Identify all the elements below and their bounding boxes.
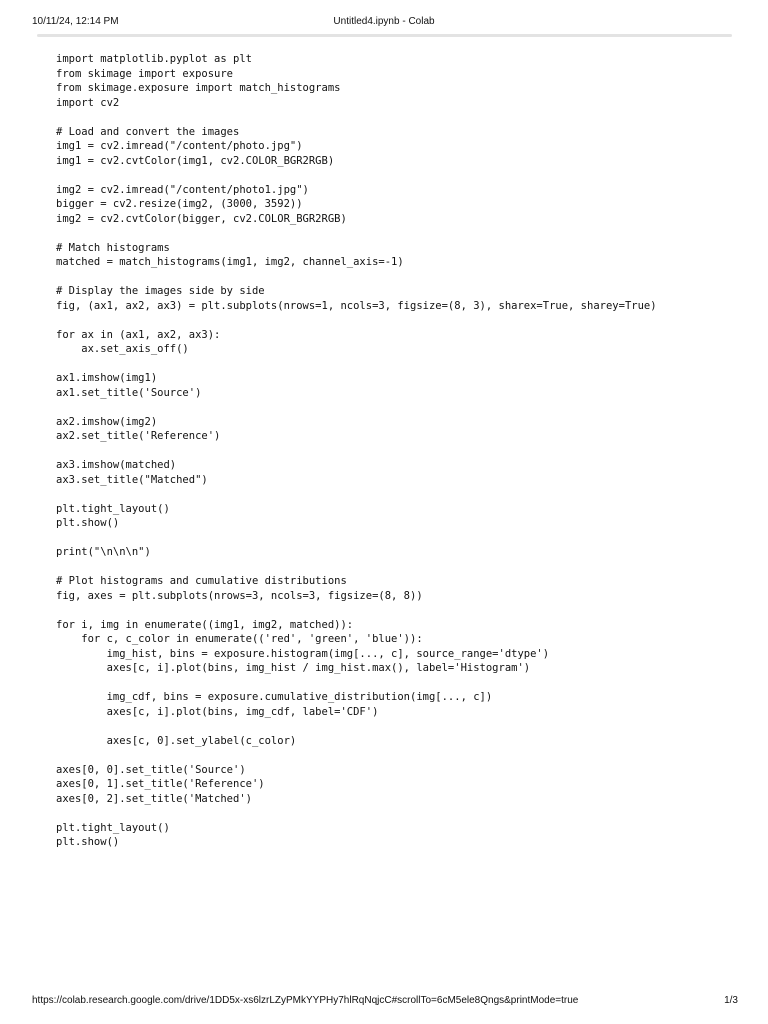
code-line: plt.show() — [56, 836, 120, 848]
code-line — [56, 560, 736, 575]
code-line: from skimage import exposure — [56, 67, 234, 80]
code-line — [56, 748, 736, 763]
code-line: bigger = cv2.resize(img2, (3000, 3592)) — [56, 198, 303, 210]
code-line: plt.tight_layout() — [56, 502, 170, 515]
code-line: print("\n\n\n") — [56, 546, 151, 558]
code-line — [56, 400, 736, 415]
code-line — [56, 313, 736, 328]
code-line: axes[c, 0].set_ylabel(c_color) — [56, 734, 297, 747]
code-line: axes[c, i].plot(bins, img_cdf, label='CDF') — [56, 705, 379, 718]
page-url: https://colab.research.google.com/drive/1DD5x-xs6lzrLZyPMkYYPHy7hlRqNqjcC#scrollTo=6cM5ele8Qngs&printMode=true — [32, 995, 579, 1006]
code-line: img2 = cv2.cvtColor(bigger, cv2.COLOR_BGR2RGB) — [56, 212, 347, 225]
code-line: img2 = cv2.imread("/content/photo1.jpg") — [56, 183, 309, 196]
code-line: img_cdf, bins = exposure.cumulative_distribution(img[..., c]) — [56, 691, 493, 703]
code-line: ax3.imshow(matched) — [56, 459, 177, 471]
code-line: ax2.imshow(img2) — [56, 415, 158, 428]
print-footer — [0, 995, 768, 1009]
code-line: matched = match_histograms(img1, img2, channel_axis=-1) — [56, 256, 404, 268]
code-line: ax1.imshow(img1) — [56, 372, 158, 384]
code-line — [56, 270, 736, 285]
code-line — [56, 603, 736, 618]
code-line: for i, img in enumerate((img1, img2, matched)): — [56, 618, 354, 631]
code-line: ax1.set_title('Source') — [56, 386, 202, 399]
code-line: img1 = cv2.cvtColor(img1, cv2.COLOR_BGR2RGB) — [56, 154, 335, 167]
code-line: for ax in (ax1, ax2, ax3): — [56, 328, 221, 341]
code-line: ax3.set_title("Matched") — [56, 473, 208, 486]
code-line: # Match histograms — [56, 241, 170, 254]
code-line: for c, c_color in enumerate(('red', 'green', 'blue')): — [56, 633, 423, 645]
code-line: axes[c, i].plot(bins, img_hist / img_hist.max(), label='Histogram') — [56, 662, 531, 674]
code-line: axes[0, 2].set_title('Matched') — [56, 792, 252, 805]
code-line: # Load and convert the images — [56, 125, 240, 138]
code-line — [56, 806, 736, 821]
code-line — [56, 531, 736, 546]
cell-divider — [37, 34, 732, 37]
code-line — [56, 110, 736, 125]
code-line: # Display the images side by side — [56, 285, 265, 297]
print-header — [0, 16, 768, 30]
code-line — [56, 444, 736, 459]
code-line — [56, 168, 736, 183]
code-line: ax2.set_title('Reference') — [56, 430, 221, 442]
code-line — [56, 357, 736, 372]
code-line: import cv2 — [56, 96, 120, 109]
code-line: axes[0, 1].set_title('Reference') — [56, 778, 265, 790]
code-line — [56, 676, 736, 691]
code-line: img1 = cv2.imread("/content/photo.jpg") — [56, 140, 303, 152]
code-line: fig, (ax1, ax2, ax3) = plt.subplots(nrows=1, ncols=3, figsize=(8, 3), sharex=True, sharey=True) — [56, 299, 657, 312]
code-line — [56, 226, 736, 241]
code-cell — [56, 52, 736, 850]
code-line: import matplotlib.pyplot as plt — [56, 53, 252, 65]
code-line: plt.tight_layout() — [56, 821, 170, 834]
code-line — [56, 719, 736, 734]
page-number: 1/3 — [724, 995, 738, 1006]
document-title: Untitled4.ipynb - Colab — [333, 16, 435, 27]
code-line: fig, axes = plt.subplots(nrows=3, ncols=3, figsize=(8, 8)) — [56, 589, 423, 602]
code-line: # Plot histograms and cumulative distributions — [56, 575, 347, 587]
code-line: from skimage.exposure import match_histograms — [56, 82, 341, 94]
code-line: axes[0, 0].set_title('Source') — [56, 763, 246, 776]
code-line: img_hist, bins = exposure.histogram(img[..., c], source_range='dtype') — [56, 647, 550, 660]
code-line: ax.set_axis_off() — [56, 343, 189, 355]
code-line: plt.show() — [56, 517, 120, 529]
print-datetime: 10/11/24, 12:14 PM — [32, 16, 119, 27]
code-line — [56, 487, 736, 502]
